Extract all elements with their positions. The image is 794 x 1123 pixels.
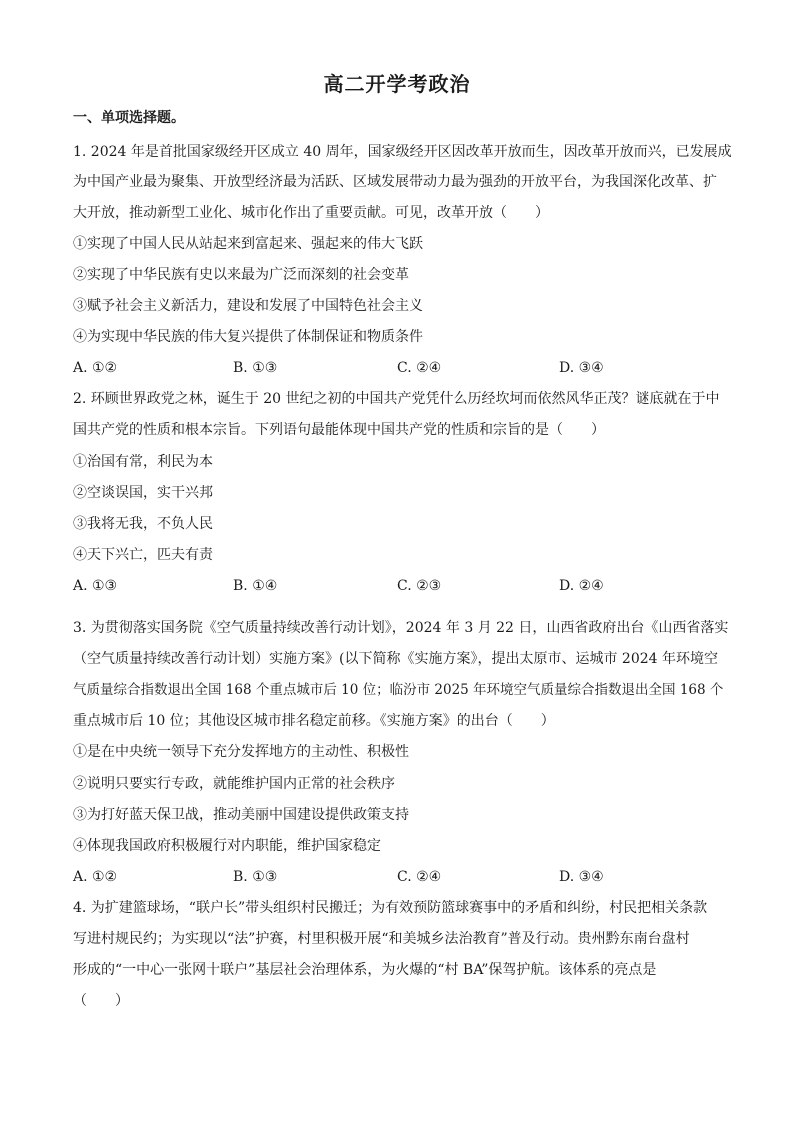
q1-item: ③赋予社会主义新活力，建设和发展了中国特色社会主义 bbox=[73, 298, 423, 314]
section-heading: 一、单项选择题。 bbox=[73, 110, 185, 126]
q2-stem-line: 国共产党的性质和根本宗旨。下列语句最能体现中国共产党的性质和宗旨的是（ ） bbox=[73, 422, 605, 438]
q4-stem-line: 形成的“一中心一张网十联户”基层社会治理体系，为火爆的“村 BA”保驾护航。该体系的亮点是 bbox=[73, 962, 657, 978]
q3-item: ④体现我国政府积极履行对内职能，维护国家稳定 bbox=[73, 838, 381, 854]
q3-option-b: B. ①③ bbox=[233, 869, 278, 885]
q3-stem-line: 重点城市后 10 位；其他设区城市排名稳定前移。《实施方案》的出台（ ） bbox=[73, 713, 555, 729]
q2-option-c: C. ②③ bbox=[397, 578, 442, 594]
q1-stem-line: 大开放，推动新型工业化、城市化作出了重要贡献。可见，改革开放（ ） bbox=[73, 205, 549, 221]
q3-stem-line: 3. 为贯彻落实国务院《空气质量持续改善行动计划》，2024 年 3 月 22 日，山西省政府出台《山西省落实 bbox=[73, 620, 729, 636]
q2-option-a: A. ①③ bbox=[73, 578, 118, 594]
q1-option-b: B. ①③ bbox=[233, 360, 278, 376]
q2-option-d: D. ②④ bbox=[559, 578, 604, 594]
q1-item: ④为实现中华民族的伟大复兴提供了体制保证和物质条件 bbox=[73, 329, 423, 345]
q4-stem-line: 4. 为扩建篮球场，“联户长”带头组织村民搬迁；为有效预防篮球赛事中的矛盾和纠纷，村民把相关条款 bbox=[73, 900, 708, 916]
q3-option-c: C. ②④ bbox=[397, 869, 442, 885]
q2-item: ①治国有常，利民为本 bbox=[73, 454, 213, 470]
q1-stem-line: 1. 2024 年是首批国家级经开区成立 40 周年，国家级经开区因改革开放而生，因改革开放而兴，已发展成 bbox=[73, 144, 732, 160]
q1-option-d: D. ③④ bbox=[559, 360, 604, 376]
q1-option-c: C. ②④ bbox=[397, 360, 442, 376]
q1-option-a: A. ①② bbox=[73, 360, 118, 376]
q4-stem-line: 写进村规民约；为实现以“法”护赛，村里积极开展“和美城乡法治教育”普及行动。贵州黔东南台盘村 bbox=[73, 931, 690, 947]
q3-option-d: D. ③④ bbox=[559, 869, 604, 885]
q1-item: ①实现了中国人民从站起来到富起来、强起来的伟大飞跃 bbox=[73, 236, 423, 252]
q3-item: ①是在中央统一领导下充分发挥地方的主动性、积极性 bbox=[73, 744, 409, 760]
q3-stem-line: （空气质量持续改善行动计划）实施方案》(以下简称《实施方案》，提出太原市、运城市 2024 年环境空 bbox=[73, 651, 718, 667]
q3-item: ②说明只要实行专政，就能维护国内正常的社会秩序 bbox=[73, 776, 395, 792]
q2-option-b: B. ①④ bbox=[233, 578, 278, 594]
q1-item: ②实现了中华民族有史以来最为广泛而深刻的社会变革 bbox=[73, 267, 409, 283]
q2-item: ②空谈误国，实干兴邦 bbox=[73, 485, 213, 501]
q4-stem-line: （ ） bbox=[73, 993, 129, 1009]
q3-item: ③为打好蓝天保卫战，推动美丽中国建设提供政策支持 bbox=[73, 807, 409, 823]
q2-item: ④天下兴亡，匹夫有责 bbox=[73, 547, 213, 563]
page-title: 高二开学考政治 bbox=[323, 72, 471, 96]
q1-stem-line: 为中国产业最为聚集、开放型经济最为活跃、区域发展带动力最为强劲的开放平台，为我国深化改革、扩 bbox=[73, 174, 717, 190]
q2-stem-line: 2. 环顾世界政党之林，诞生于 20 世纪之初的中国共产党凭什么历经坎坷而依然风华正茂？谜底就在于中 bbox=[73, 391, 720, 407]
q3-stem-line: 气质量综合指数退出全国 168 个重点城市后 10 位；临汾市 2025 年环境空气质量综合指数退出全国 168 个 bbox=[73, 682, 724, 698]
q2-item: ③我将无我，不负人民 bbox=[73, 516, 213, 532]
q3-option-a: A. ①② bbox=[73, 869, 118, 885]
